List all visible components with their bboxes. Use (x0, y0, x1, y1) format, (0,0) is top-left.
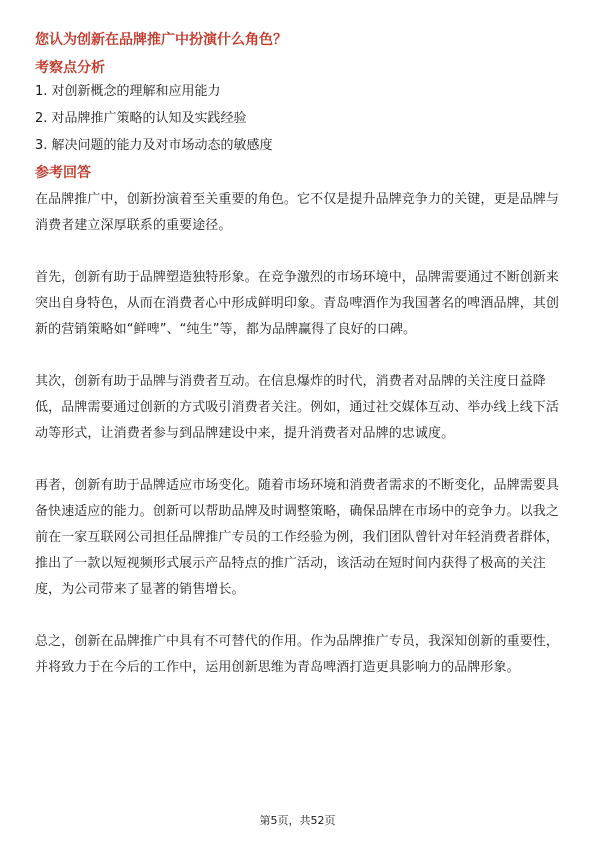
answer-heading: 参考回答 (35, 165, 91, 181)
answer-paragraph: 在品牌推广中，创新扮演着至关重要的角色。它不仅是提升品牌竞争力的关键，更是品牌与消费者建立深厚联系的重要途径。 (35, 192, 560, 233)
answer-paragraph: 再者，创新有助于品牌适应市场变化。随着市场环境和消费者需求的不断变化，品牌需要具备快速适应的能力。创新可以帮助品牌及时调整策略，确保品牌在市场中的竞争力。以我之前在一家互联网公司担任品牌推广专员的工作经验为例，我们团队曾针对年轻消费者群体，推出了一款以短视频形式展示产品特点的推广活动，该活动在短时间内获得了极高的关注度，为公司带来了显著的销售增长。 (35, 478, 560, 597)
answer-paragraph: 总之，创新在品牌推广中具有不可替代的作用。作为品牌推广专员，我深知创新的重要性，并将致力于在今后的工作中，运用创新思维为青岛啤酒打造更具影响力的品牌形象。 (35, 634, 560, 675)
answer-paragraph: 首先，创新有助于品牌塑造独特形象。在竞争激烈的市场环境中，品牌需要通过不断创新来突出自身特色，从而在消费者心中形成鲜明印象。青岛啤酒作为我国著名的啤酒品牌，其创新的营销策略如“鲜啤”、“纯生”等，都为品牌赢得了良好的口碑。 (35, 270, 560, 337)
page-number-footer: 第5页，共52页 (259, 814, 336, 827)
analysis-point: 1. 对创新概念的理解和应用能力 (35, 84, 221, 99)
question-heading: 您认为创新在品牌推广中扮演什么角色？ (35, 32, 287, 48)
analysis-point: 3. 解决问题的能力及对市场动态的敏感度 (35, 138, 273, 153)
answer-paragraph: 其次，创新有助于品牌与消费者互动。在信息爆炸的时代，消费者对品牌的关注度日益降低，品牌需要通过创新的方式吸引消费者关注。例如，通过社交媒体互动、举办线上线下活动等形式，让消费者参与到品牌建设中来，提升消费者对品牌的忠诚度。 (35, 374, 560, 441)
analysis-point: 2. 对品牌推广策略的认知及实践经验 (35, 111, 247, 126)
analysis-heading: 考察点分析 (35, 60, 105, 76)
analysis-points-list (35, 82, 560, 155)
document-page (35, 30, 560, 681)
